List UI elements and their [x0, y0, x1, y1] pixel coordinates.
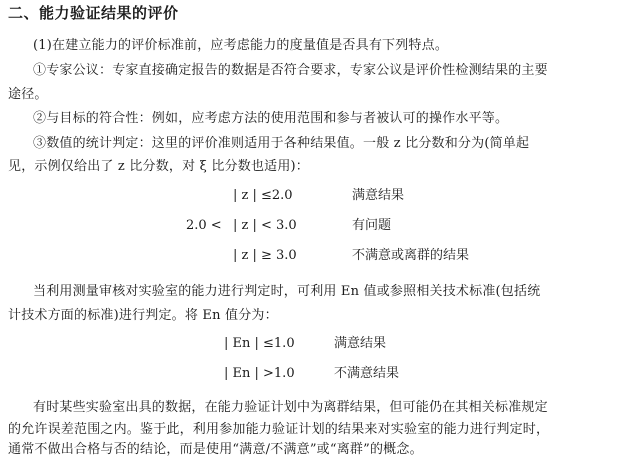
z-criterion-3-expr: | z | ≥ 3.0 — [233, 248, 297, 263]
en-criterion-2-expr: | En | >1.0 — [224, 366, 295, 381]
en-criterion-1-result: 满意结果 — [334, 336, 387, 351]
z-criterion-2-prefix: 2.0 < — [186, 218, 222, 233]
paragraph-6-line-2: 的允许误差范围之内。鉴于此，利用参加能力验证计划的结果来对实验室的能力进行判定时， — [8, 422, 550, 437]
paragraph-6-line-3: 通常不做出合格与否的结论，而是使用“满意/不满意”或“离群”的概念。 — [8, 442, 423, 457]
paragraph-2-line-2: 途径。 — [8, 87, 48, 102]
z-criterion-3-result: 不满意或离群的结果 — [352, 248, 470, 263]
paragraph-6-line-1: 有时某些实验室出具的数据，在能力验证计划中为离群结果，但可能仍在其相关标准规定 — [33, 400, 548, 415]
paragraph-4-line-1: ③数值的统计判定：这里的评价准则适用于各种结果值。一般 z 比分数和分为(简单起 — [33, 136, 530, 151]
z-criterion-2-result: 有问题 — [352, 218, 392, 233]
z-criterion-2-expr: | z | < 3.0 — [233, 218, 297, 233]
paragraph-2-line-1: ①专家公议：专家直接确定报告的数据是否符合要求，专家公议是评价性检测结果的主要 — [33, 63, 548, 78]
paragraph-1: (1)在建立能力的评价标准前，应考虑能力的度量值是否具有下列特点。 — [33, 38, 449, 53]
paragraph-5-line-1: 当利用测量审核对实验室的能力进行判定时，可利用 En 值或参照相关技术标准(包括统 — [33, 284, 541, 299]
paragraph-5-line-2: 计技术方面的标准)进行判定。将 En 值分为： — [8, 308, 278, 323]
paragraph-3: ②与目标的符合性：例如，应考虑方法的使用范围和参与者被认可的操作水平等。 — [33, 111, 509, 126]
paragraph-4-line-2: 见，示例仅给出了 z 比分数，对 ξ 比分数也适用)： — [8, 159, 310, 174]
section-heading: 二、能力验证结果的评价 — [8, 4, 179, 22]
z-criterion-1-expr: | z | ≤2.0 — [233, 188, 293, 203]
en-criterion-1-expr: | En | ≤1.0 — [224, 336, 295, 351]
z-criterion-1-result: 满意结果 — [352, 188, 405, 203]
en-criterion-2-result: 不满意结果 — [334, 366, 400, 381]
